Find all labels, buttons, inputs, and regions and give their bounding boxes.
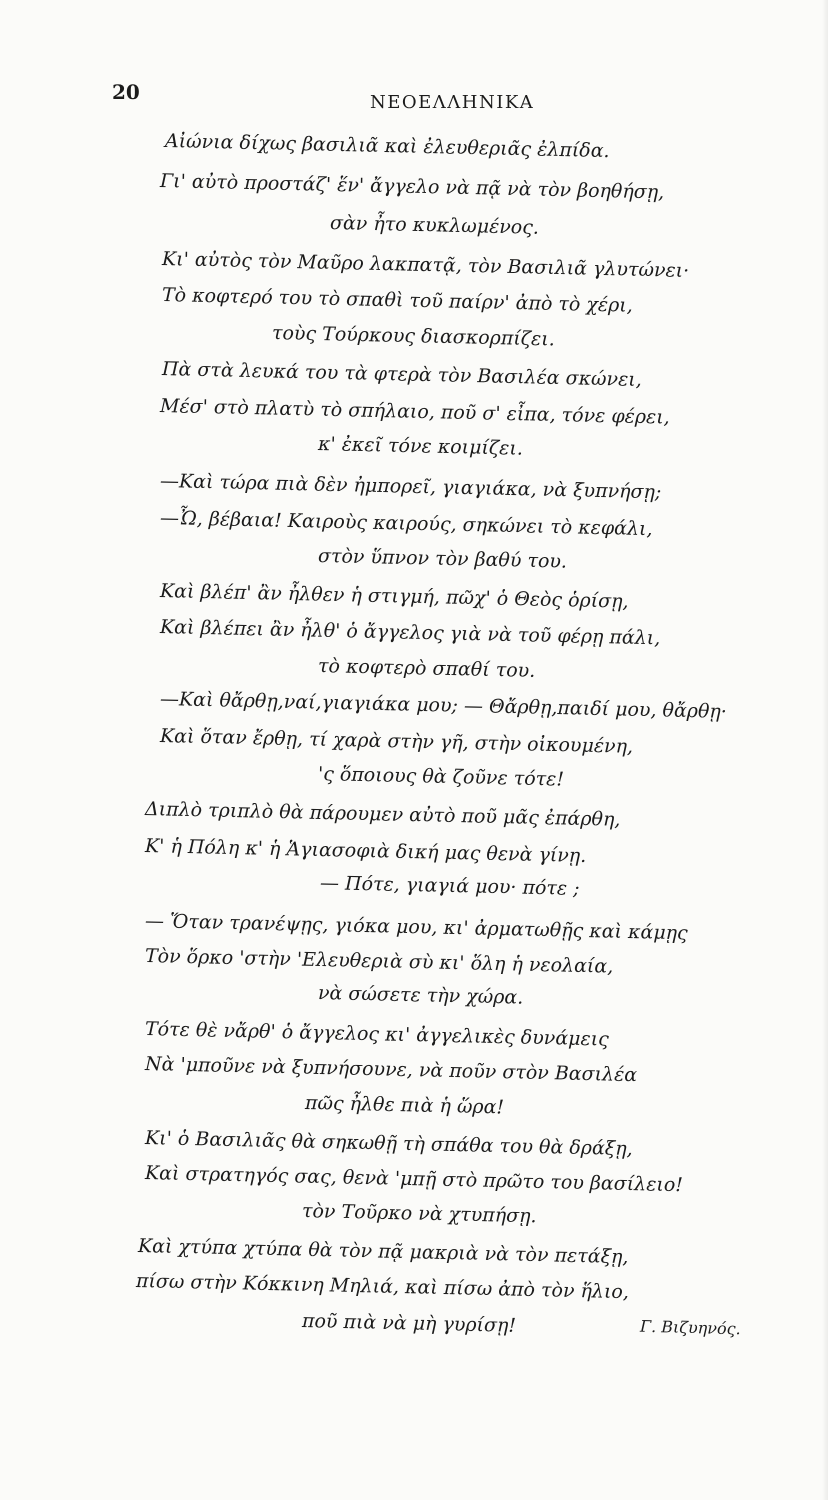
page-edge bbox=[822, 0, 828, 1500]
poem-line: Νὰ 'μποῦνε νὰ ξυπνήσουνε, νὰ ποῦν στὸν Βασιλέα bbox=[144, 1053, 638, 1087]
poem-line: Κι' αὐτὸς τὸν Μαῦρο λακπατᾷ, τὸν Βασιλιᾶ γλυτώνει· bbox=[161, 248, 690, 282]
poem-line: —Ὦ, βέβαια! Καιροὺς καιρούς, σηκώνει τὸ κεφάλι, bbox=[159, 507, 653, 541]
page-header bbox=[0, 80, 828, 120]
poem-line: πῶς ἦλθε πιὰ ἡ ὥρα! bbox=[304, 1092, 505, 1119]
poem-line: Γι' αὐτὸ προστάζ' ἕν' ἄγγελο νὰ πᾷ νὰ τὸν βοηθήσῃ, bbox=[159, 170, 665, 204]
poem-line: Τότε θὲ νἄρθ' ὁ ἄγγελος κι' ἀγγελικὲς δυνάμεις bbox=[144, 1018, 610, 1051]
poem-line: Τὸν ὅρκο 'στὴν 'Ελευθεριὰ σὺ κι' ὅλη ἡ νεολαία, bbox=[144, 945, 614, 978]
poem-line: Καὶ βλέπ' ἂν ἦλθεν ἡ στιγμή, πῶχ' ὁ Θεὸς ὁρίσῃ, bbox=[159, 580, 629, 613]
author-signature: Γ. Βιζυηνός. bbox=[639, 1316, 741, 1339]
poem-line: τὸ κοφτερὸ σπαθί του. bbox=[317, 655, 536, 682]
poem-line: κ' ἐκεῖ τόνε κοιμίζει. bbox=[317, 433, 524, 460]
poem-line: τοὺς Τούρκους διασκορπίζει. bbox=[271, 322, 556, 351]
poem-line: Καὶ ὅταν ἔρθῃ, τί χαρὰ στὴν γῆ, στὴν οἰκουμένη, bbox=[159, 725, 634, 758]
poem-line: Καὶ χτύπα χτύπα θὰ τὸν πᾷ μακριὰ νὰ τὸν πετάξῃ, bbox=[137, 1235, 629, 1269]
poem-line: 'ς ὅποιους θὰ ζοῦνε τότε! bbox=[317, 763, 565, 791]
poem-line: Κι' ὁ Βασιλιᾶς θὰ σηκωθῇ τὴ σπάθα του θὰ δράξῃ, bbox=[144, 1127, 633, 1161]
poem-line: σὰν ἦτο κυκλωμένος. bbox=[329, 212, 540, 239]
poem-line: —Καὶ θἄρθῃ,ναί,γιαγιάκα μου; — Θἄρθῃ,παιδί μου, θἄρθῃ· bbox=[159, 688, 728, 723]
poem-line: ποῦ πιὰ νὰ μὴ γυρίσῃ! bbox=[301, 1310, 517, 1337]
poem-line: τὸν Τοῦρκο νὰ χτυπήσῃ. bbox=[301, 1200, 537, 1228]
poem-line: Καὶ βλέπει ἂν ἦλθ' ὁ ἄγγελος γιὰ νὰ τοῦ φέρῃ πάλι, bbox=[159, 616, 661, 650]
poem-line: πίσω στὴν Κόκκινη Μηλιά, καὶ πίσω ἀπὸ τὸν ἥλιο, bbox=[135, 1270, 630, 1304]
poem-line: —Καὶ τώρα πιὰ δὲν ἠμπορεῖ, γιαγιάκα, νὰ ξυπνήσῃ; bbox=[159, 470, 662, 504]
poem-line: — Πότε, γιαγιά μου· πότε ; bbox=[319, 872, 580, 900]
poem-line: Μέσ' στὸ πλατὺ τὸ σπήλαιο, ποῦ σ' εἶπα, τόνε φέρει, bbox=[159, 395, 670, 429]
poem-line: Τὸ κοφτερό του τὸ σπαθὶ τοῦ παίρν' ἀπὸ τὸ χέρι, bbox=[161, 284, 634, 317]
poem-line: στὸν ὕπνον τὸν βαθύ του. bbox=[317, 545, 568, 573]
poem-line: Κ' ἡ Πόλη κ' ἡ Ἁγιασοφιὰ δική μας θενὰ γίνῃ. bbox=[144, 835, 587, 868]
poem-line: Πὰ στὰ λευκά του τὰ φτερὰ τὸν Βασιλέα σκώνει, bbox=[161, 358, 643, 391]
poem-line: — Ὅταν τρανέψῃς, γιόκα μου, κι' ἀρματωθῇς καὶ κάμῃς bbox=[144, 910, 688, 945]
poem-line: Διπλὸ τριπλὸ θὰ πάρουμεν αὐτὸ ποῦ μᾶς ἐπάρθη, bbox=[144, 798, 621, 831]
poem-line: Καὶ στρατηγός σας, θενὰ 'μπῇ στὸ πρῶτο του βασίλειο! bbox=[144, 1162, 684, 1197]
running-title: ΝΕΟΕΛΛΗΝΙΚΑ bbox=[370, 92, 535, 113]
poem-line: νὰ σώσετε τὴν χώρα. bbox=[317, 982, 524, 1009]
poem-line: Αἰώνια δίχως βασιλιᾶ καὶ ἐλευθεριᾶς ἐλπίδα. bbox=[164, 130, 610, 163]
page-number: 20 bbox=[112, 80, 140, 104]
